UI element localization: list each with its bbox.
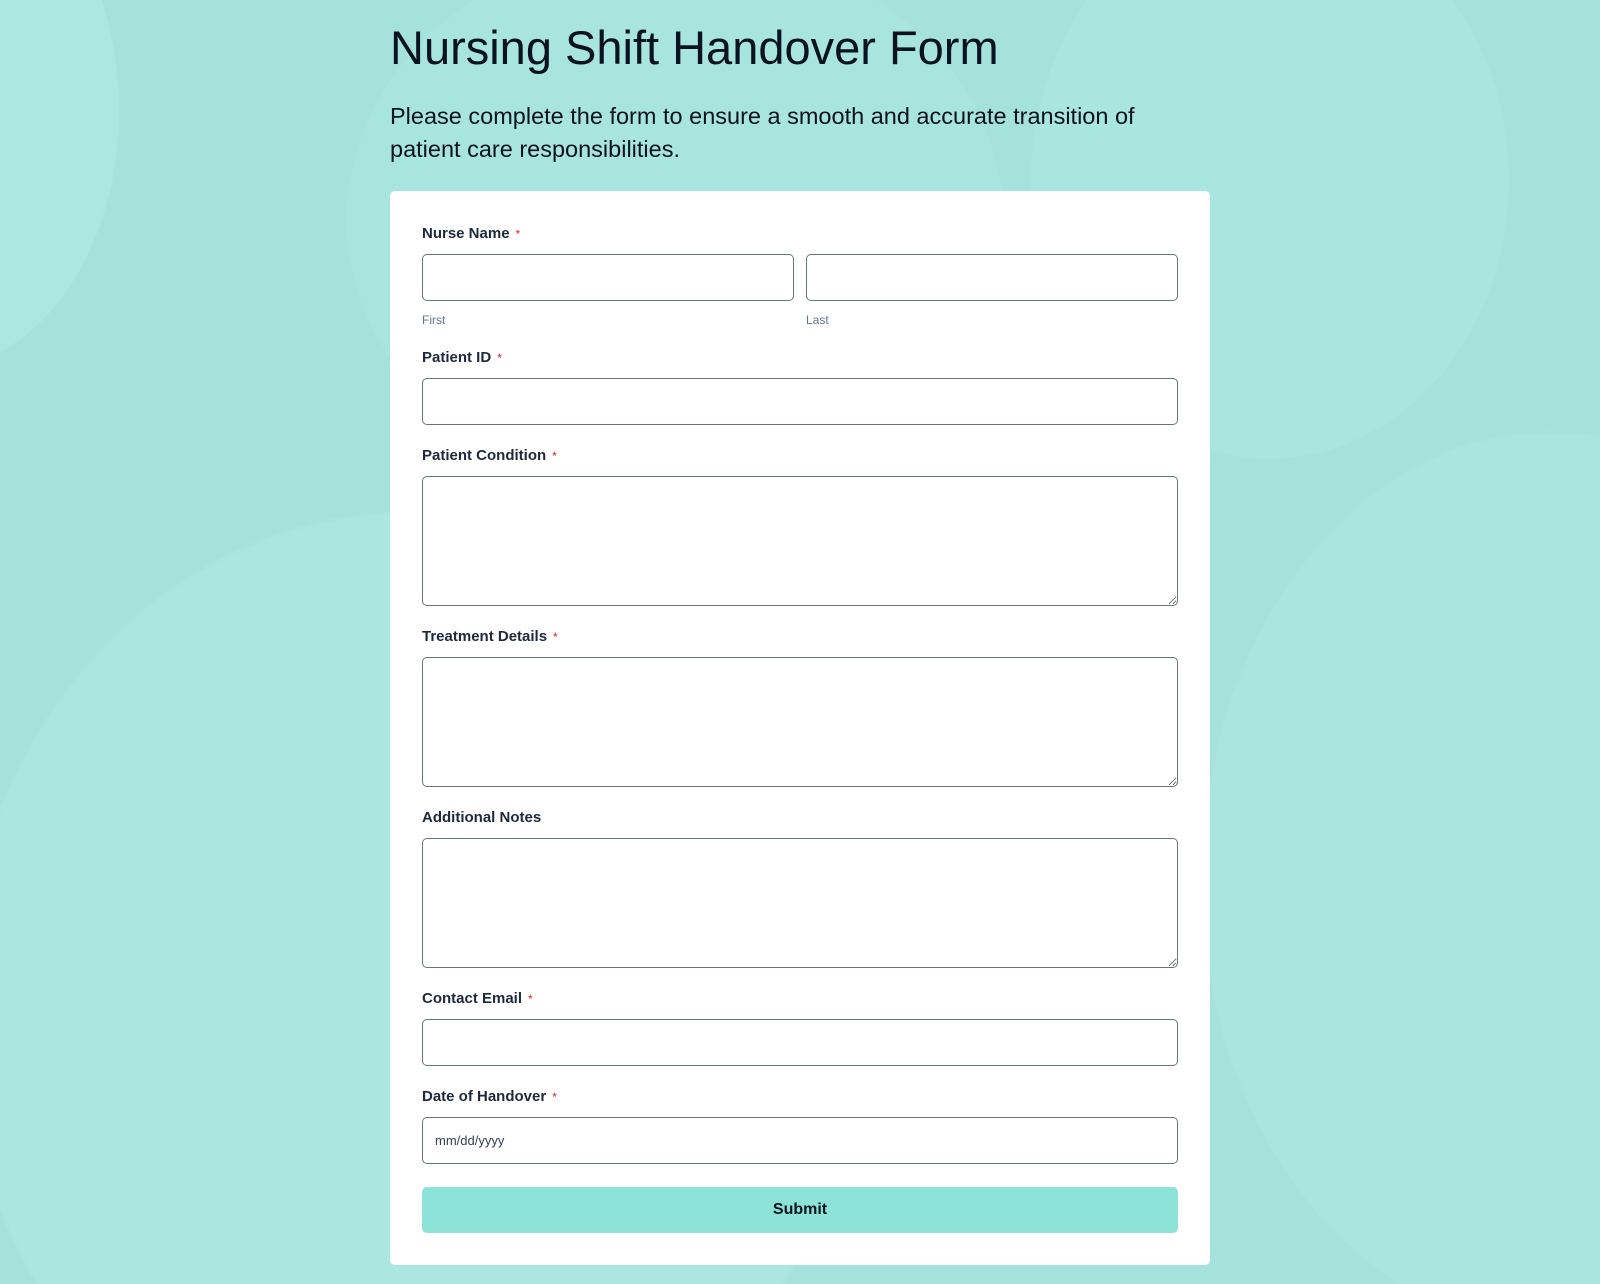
- treatment-details-textarea[interactable]: [422, 657, 1178, 787]
- required-mark: *: [515, 227, 521, 241]
- contact-email-input[interactable]: [422, 1019, 1178, 1066]
- contact-email-label: Contact Email: [422, 990, 523, 1007]
- patient-id-label: Patient ID: [422, 349, 492, 366]
- required-mark: *: [553, 630, 558, 644]
- contact-email-field: [422, 989, 1178, 1066]
- additional-notes-label: Additional Notes: [422, 809, 542, 826]
- required-mark: *: [552, 449, 557, 463]
- treatment-details-field: [422, 627, 1178, 787]
- patient-id-input[interactable]: [422, 378, 1178, 425]
- last-name-input[interactable]: [806, 254, 1178, 301]
- date-of-handover-input[interactable]: mm/dd/yyyy: [422, 1117, 1178, 1164]
- date-of-handover-field: [422, 1087, 1178, 1164]
- patient-condition-field: [422, 446, 1178, 606]
- form-card: [390, 191, 1210, 1265]
- first-hint: First: [422, 313, 446, 327]
- nurse-name-field: [422, 224, 1178, 327]
- nurse-name-label: Nurse Name: [422, 225, 510, 242]
- required-mark: *: [497, 351, 502, 365]
- additional-notes-textarea[interactable]: [422, 838, 1178, 968]
- first-name-input[interactable]: [422, 254, 794, 301]
- last-hint: Last: [806, 313, 829, 327]
- page-subtitle: Please complete the form to ensure a smooth and accurate transition of patient care responsibilities.: [390, 103, 1135, 162]
- required-mark: *: [528, 992, 533, 1006]
- treatment-details-label: Treatment Details: [422, 628, 548, 645]
- patient-condition-textarea[interactable]: [422, 476, 1178, 606]
- additional-notes-field: [422, 808, 1178, 968]
- patient-id-field: [422, 348, 1178, 425]
- date-of-handover-label: Date of Handover: [422, 1088, 547, 1105]
- required-mark: *: [552, 1090, 557, 1104]
- patient-condition-label: Patient Condition: [422, 447, 547, 464]
- page-title: Nursing Shift Handover Form: [390, 21, 999, 74]
- submit-button[interactable]: Submit: [422, 1187, 1178, 1233]
